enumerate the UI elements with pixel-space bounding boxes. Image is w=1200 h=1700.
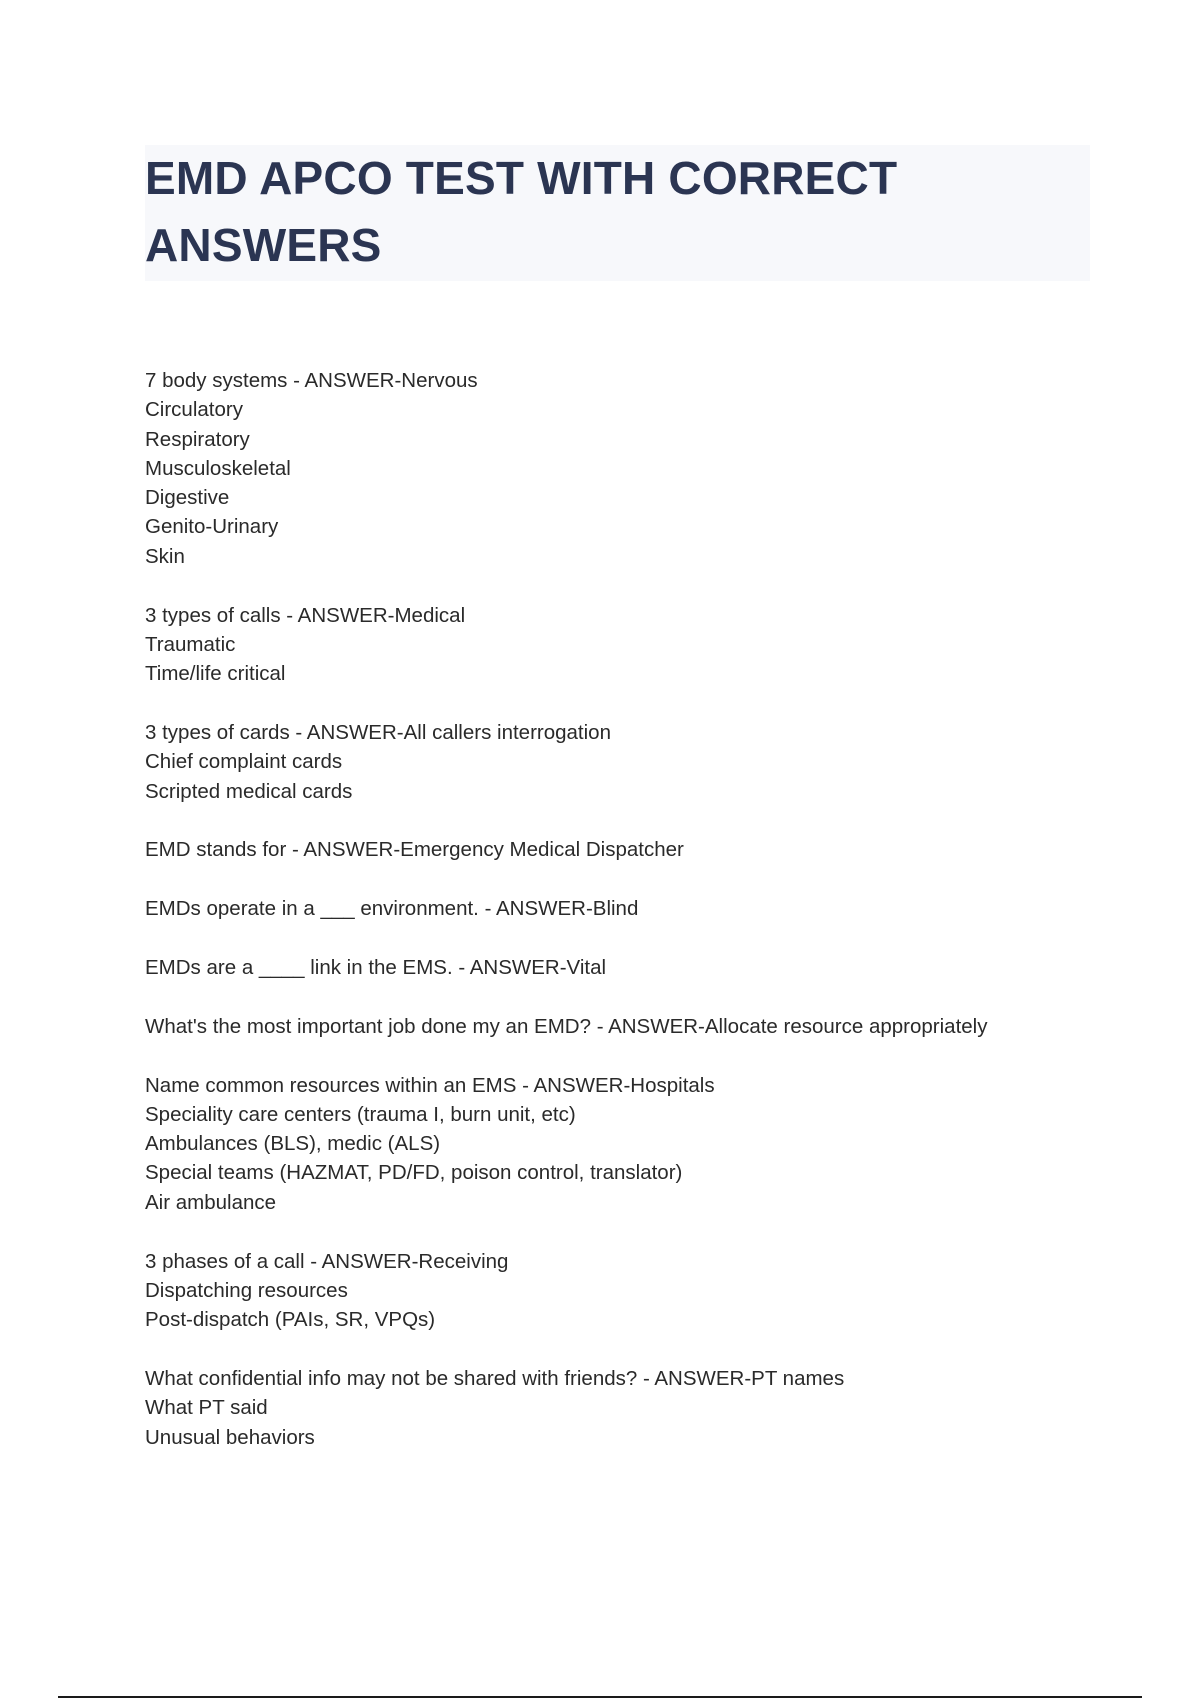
qa-question-answer: EMDs operate in a ___ environment. - ANSWER-Blind [145,897,639,921]
qa-answer-line: Air ambulance [145,1190,277,1214]
qa-answer-line: Genito-Urinary [145,515,279,539]
qa-item [145,1071,1105,1217]
qa-question-answer: 3 types of cards - ANSWER-All callers interrogation [145,720,611,744]
qa-question-answer: EMDs are a ____ link in the EMS. - ANSWER-Vital [145,955,607,979]
qa-item [145,1247,1105,1335]
qa-item [145,835,1105,864]
qa-question-answer: 7 body systems - ANSWER-Nervous [145,369,478,392]
qa-answer-line: Skin [145,544,185,568]
qa-item [145,1364,1105,1452]
qa-answer-line: Special teams (HAZMAT, PD/FD, poison control, translator) [145,1161,683,1185]
qa-item [145,1012,1105,1041]
title-block [145,145,1090,281]
qa-answer-line: Dispatching resources [145,1278,348,1302]
qa-answer-line: Respiratory [145,427,250,451]
qa-item [145,601,1105,689]
qa-answer-line: Traumatic [145,632,236,656]
qa-item [145,718,1105,806]
qa-question-answer: What's the most important job done my an EMD? - ANSWER-Allocate resource appropriately [145,1014,988,1038]
qa-answer-line: Time/life critical [145,662,286,686]
qa-answer-line: What PT said [145,1396,268,1420]
footer-divider [58,1696,1142,1698]
qa-answer-line: Musculoskeletal [145,456,291,480]
document-title: EMD APCO TEST WITH CORRECT ANSWERS [145,152,898,271]
qa-answer-line: Unusual behaviors [145,1425,315,1449]
qa-answer-line: Post-dispatch (PAIs, SR, VPQs) [145,1308,436,1332]
qa-item [145,953,1105,982]
qa-question-answer: 3 phases of a call - ANSWER-Receiving [145,1249,509,1273]
qa-question-answer: What confidential info may not be shared with friends? - ANSWER-PT names [145,1366,845,1390]
qa-list [145,366,1105,1481]
qa-answer-line: Scripted medical cards [145,779,353,803]
qa-item [145,366,1105,571]
qa-answer-line: Ambulances (BLS), medic (ALS) [145,1132,441,1156]
qa-question-answer: EMD stands for - ANSWER-Emergency Medical Dispatcher [145,838,684,862]
qa-answer-line: Circulatory [145,398,243,422]
qa-question-answer: 3 types of calls - ANSWER-Medical [145,603,466,627]
qa-question-answer: Name common resources within an EMS - ANSWER-Hospitals [145,1073,715,1097]
qa-answer-line: Chief complaint cards [145,750,343,774]
qa-item [145,894,1105,923]
qa-answer-line: Speciality care centers (trauma I, burn unit, etc) [145,1102,576,1126]
qa-answer-line: Digestive [145,486,230,510]
